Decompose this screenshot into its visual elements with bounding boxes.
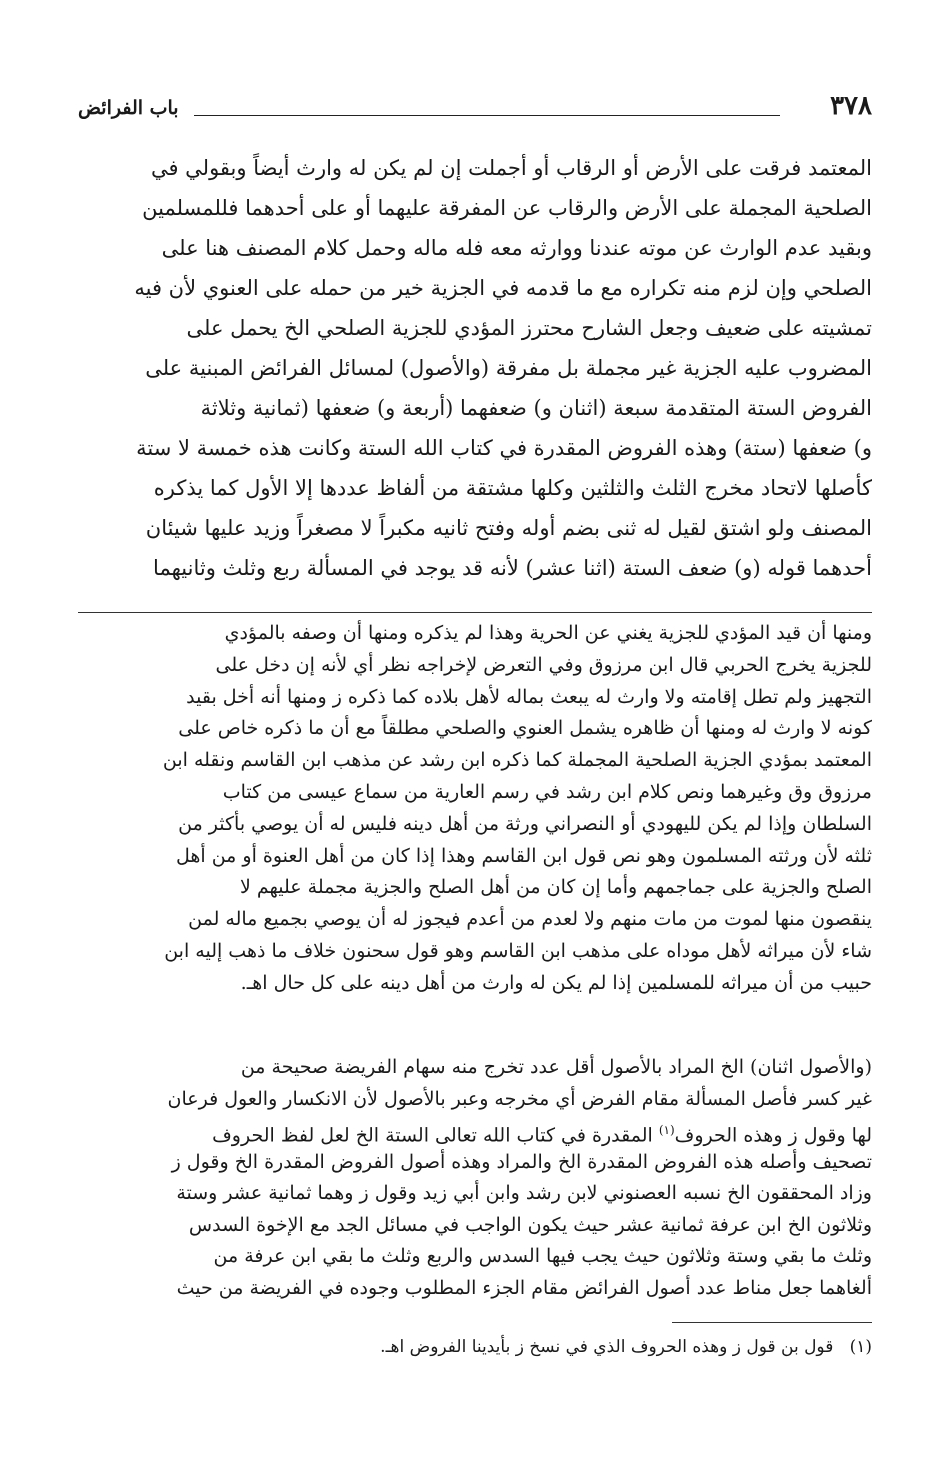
- text-line: وثلاثون الخ ابن عرفة ثمانية عشر حيث يكون الواجب في مسائل الجد مع الإخوة السدس: [188, 1213, 872, 1236]
- text-line-with-footnote-ref: [78, 1115, 872, 1147]
- footnote: [78, 1332, 872, 1362]
- text-line: وبقيد عدم الوارث عن موته عندنا ووارثه معه فله ماله وحمل كلام المصنف هنا على: [161, 236, 872, 260]
- text-line: ينقصون منها لموت من مات منهم ولا لعدم من أعدم فيجوز له أن يوصي بجميع ماله لمن: [188, 908, 872, 931]
- text-line: المضروب عليه الجزية غير مجملة بل مفرقة (والأصول) لمسائل الفرائض المبنية على: [145, 356, 872, 380]
- text-line: الصلحي وإن لزم منه تكراره مع ما قدمه في الجزية خير من حمله على العنوي لأن فيه: [134, 276, 872, 300]
- text-line: ألغاهما جعل مناط عدد أصول الفرائض مقام الجزء المطلوب وجوده في الفريضة من حيث: [176, 1276, 872, 1299]
- text-fragment: المقدرة في كتاب الله تعالى الستة الخ لعل لفظ الحروف: [212, 1124, 653, 1147]
- commentary-block-2: [78, 1052, 872, 1304]
- running-title: باب الفرائض: [78, 97, 179, 119]
- text-line: كأصلها لاتحاد مخرج الثلث والثلثين وكلها مشتقة من ألفاظ عددها إلا الأول كما يذكره: [153, 476, 872, 500]
- text-line: التجهيز ولم تطل إقامته ولا وارث له يبعث بماله لأهل بلاده كما ذكره ز ومنها أنه أخل بقيد: [186, 685, 872, 708]
- text-line: ثلثه لأن ورثته المسلمون وهو نص قول ابن القاسم وهذا إذا كان من أهل العنوة أو من أهل: [175, 844, 872, 867]
- text-line: وزاد المحققون الخ نسبه العصنوني لابن رشد وابن أبي زيد وقول ز وهما ثمانية عشر وستة: [176, 1182, 872, 1204]
- footnote-reference[interactable]: (١): [658, 1123, 675, 1137]
- text-line: أحدهما قوله (و) ضعف الستة (اثنا عشر) لأنه قد يوجد في المسألة ربع وثلث وثانيهما: [153, 556, 872, 580]
- text-line: تصحيف وأصله هذه الفروض المقدرة الخ والمراد وهذه أصول الفروض المقدرة الخ وقول ز: [171, 1150, 872, 1173]
- text-line: غير كسر فأصل المسألة مقام الفرض أي مخرجه وعبر بالأصول لأن الانكسار والعول فرعان: [167, 1087, 872, 1110]
- text-line: تمشيته على ضعيف وجعل الشارح محترز المؤدي للجزية الصلحي الخ يحمل على: [186, 316, 872, 340]
- text-line: المصنف ولو اشتق لقيل له ثنى بضم أوله وفتح ثانيه مكبراً لا مصغراً وزيد عليها شيئان: [145, 516, 872, 540]
- text-line: المعتمد فرقت على الأرض أو الرقاب أو أجملت إن لم يكن له وارث أيضاً وبقولي في: [150, 156, 872, 180]
- text-line: ومنها أن قيد المؤدي للجزية يغني عن الحرية وهذا لم يذكره ومنها أن وصفه بالمؤدي: [224, 622, 872, 644]
- text-line: حبيب من أن ميراثه للمسلمين إذا لم يكن له وارث من أهل دينه على كل حال اهـ.: [240, 971, 872, 994]
- footnote-marker: (١): [849, 1337, 872, 1357]
- text-line: السلطان وإذا لم يكن لليهودي أو النصراني ورثة من أهل دينه فليس له أن يوصي بأكثر من: [178, 812, 872, 835]
- text-line: (والأصول اثنان) الخ المراد بالأصول أقل عدد تخرج منه سهام الفريضة صحيحة من: [240, 1056, 872, 1078]
- text-line: للجزية يخرج الحربي قال ابن مرزوق وفي التعرض لإخراجه نظر أي لأنه إن دخل على: [215, 653, 872, 676]
- page-number: ٣٧٨: [830, 91, 872, 121]
- text-line: شاء لأن ميراثه لأهل موداه على مذهب ابن القاسم وهو قول سحنون خلاف ما ذهب إليه ابن: [164, 939, 872, 962]
- footnote-text: قول بن قول ز وهذه الحروف الذي في نسخ ز بأيدينا الفروض اهـ.: [380, 1337, 834, 1357]
- footnote-divider: [672, 1322, 872, 1323]
- text-line: وثلث ما بقي وستة وثلاثون حيث يجب فيها السدس والربع وثلث ما بقي ابن عرفة من: [213, 1245, 872, 1267]
- text-fragment: لها وقول ز وهذه الحروف: [674, 1124, 872, 1147]
- footnote-line: [78, 1332, 872, 1362]
- text-line: كونه لا وارث له ومنها أن ظاهره يشمل العنوي والصلحي مطلقاً مع أن ما ذكره خاص على: [178, 717, 872, 740]
- text-line: الصلحية المجملة على الأرض والرقاب عن المفرقة عليهما أو على أحدهما فللمسلمين: [142, 196, 872, 220]
- header-rule: [194, 115, 780, 116]
- text-line: الصلح والجزية على جماجمهم وأما إن كان من أهل الصلح والجزية مجملة عليهم لا: [239, 876, 872, 899]
- commentary-block-1: [78, 618, 872, 1000]
- text-line: مرزوق وق وغيرهما ونص كلام ابن رشد في رسم العارية من سماع عيسى من كتاب: [222, 780, 872, 803]
- page-header: [78, 88, 872, 130]
- main-text: [78, 148, 872, 588]
- text-line: المعتمد بمؤدي الجزية الصلحية المجملة كما ذكره ابن رشد عن مذهب ابن القاسم ونقله ابن: [162, 749, 872, 772]
- text-line: و) ضعفها (ستة) وهذه الفروض المقدرة في كتاب الله الستة وكانت هذه خمسة لا ستة: [136, 436, 872, 460]
- section-divider: [78, 612, 872, 613]
- text-line: الفروض الستة المتقدمة سبعة (اثنان و) ضعفهما (أربعة و) ضعفها (ثمانية وثلاثة: [200, 396, 872, 420]
